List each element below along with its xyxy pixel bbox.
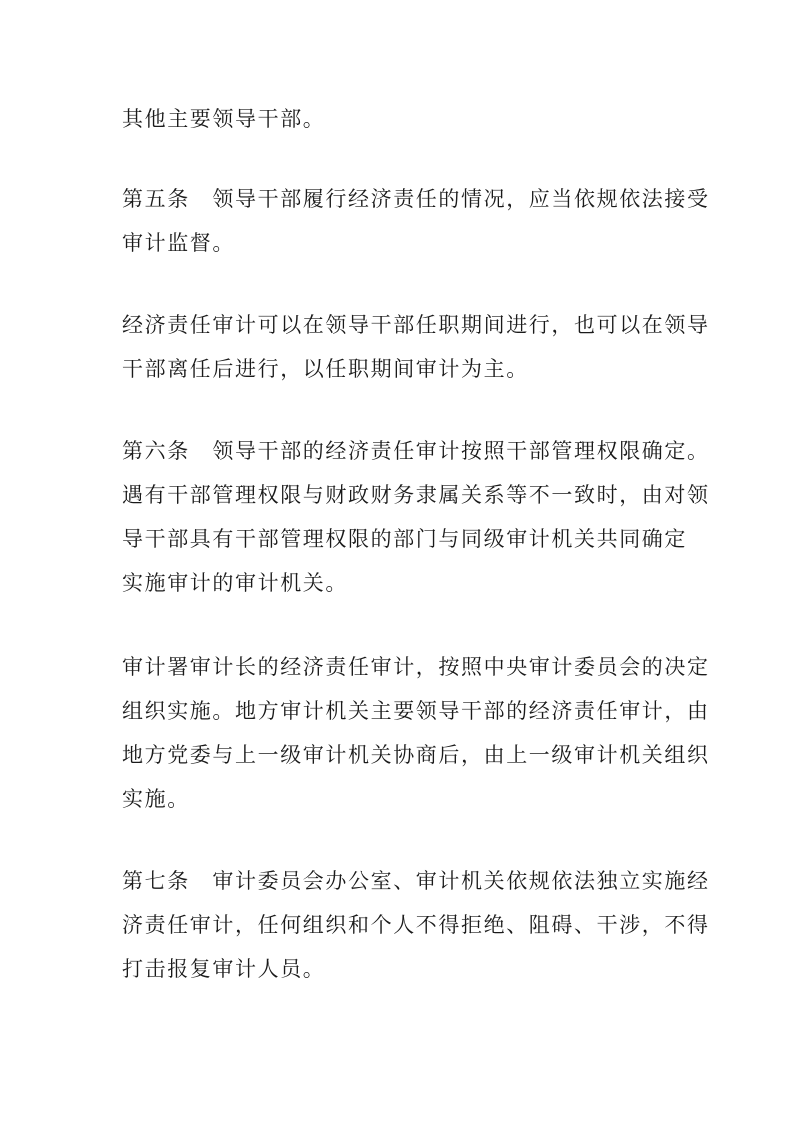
- text-line: 第六条 领导干部的经济责任审计按照干部管理权限确定。: [122, 439, 710, 463]
- text-line: 审计署审计长的经济责任审计，按照中央审计委员会的决定: [122, 655, 710, 679]
- text-line: 审计监督。: [122, 231, 235, 255]
- text-line: 第七条 审计委员会办公室、审计机关依规依法独立实施经: [122, 869, 710, 893]
- text-line: 组织实施。地方审计机关主要领导干部的经济责任审计，由: [122, 699, 710, 723]
- text-line: 实施审计的审计机关。: [122, 571, 348, 595]
- text-line: 其他主要领导干部。: [122, 107, 326, 131]
- text-line: 打击报复审计人员。: [122, 957, 326, 981]
- text-line: 干部离任后进行，以任职期间审计为主。: [122, 357, 529, 381]
- text-line: 第五条 领导干部履行经济责任的情况，应当依规依法接受: [122, 187, 710, 211]
- text-line: 导干部具有干部管理权限的部门与同级审计机关共同确定: [122, 527, 687, 551]
- text-line: 经济责任审计可以在领导干部任职期间进行，也可以在领导: [122, 313, 710, 337]
- text-line: 济责任审计，任何组织和个人不得拒绝、阻碍、干涉，不得: [122, 913, 710, 937]
- text-line: 地方党委与上一级审计机关协商后，由上一级审计机关组织: [122, 743, 710, 767]
- text-line: 遇有干部管理权限与财政财务隶属关系等不一致时，由对领: [122, 483, 710, 507]
- text-line: 实施。: [122, 787, 190, 811]
